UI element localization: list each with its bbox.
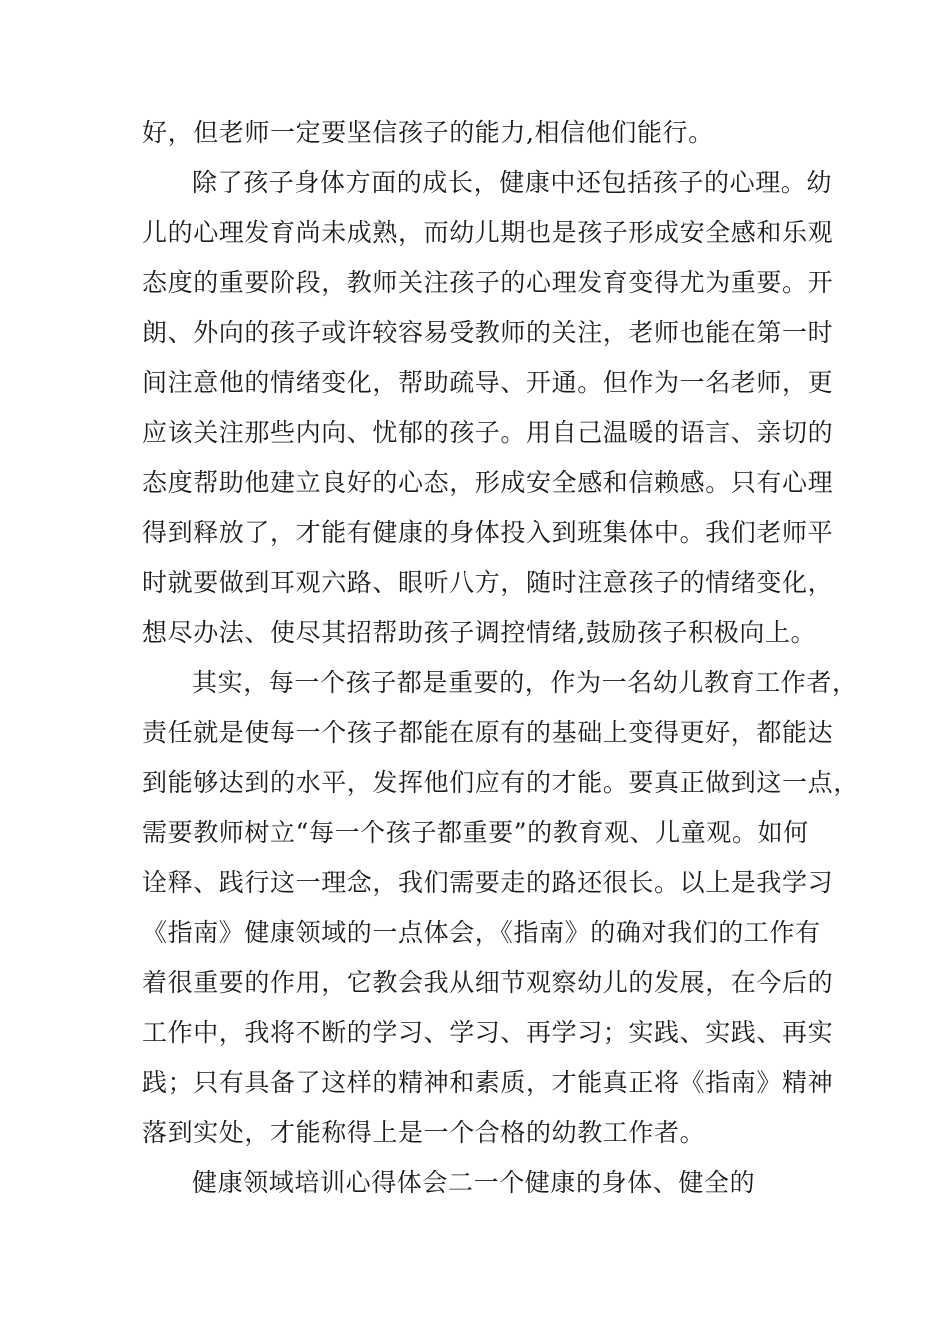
body-text bbox=[142, 108, 859, 1208]
text-line: 诠释、践行这一理念，我们需要走的路还很长。以上是我学习 bbox=[142, 868, 834, 897]
text-line: 应该关注那些内向、忧郁的孩子。用自己温暖的语言、亲切的 bbox=[142, 418, 834, 447]
text-line: 健康领域培训心得体会二一个健康的身体、健全的 bbox=[192, 1168, 756, 1197]
text-line: 需要教师树立“每一个孩子都重要”的教育观、儿童观。如何 bbox=[142, 818, 809, 847]
text-line: 儿的心理发育尚未成熟，而幼儿期也是孩子形成安全感和乐观 bbox=[142, 218, 834, 247]
text-line: 着很重要的作用，它教会我从细节观察幼儿的发展，在今后的 bbox=[142, 968, 834, 997]
text-line: 落到实处，才能称得上是一个合格的幼教工作者。 bbox=[142, 1118, 706, 1147]
text-line: 好，但老师一定要坚信孩子的能力,相信他们能行。 bbox=[142, 118, 714, 147]
text-line: 其实，每一个孩子都是重要的，作为一名幼儿教育工作者， bbox=[192, 668, 858, 697]
text-line: 践；只有具备了这样的精神和素质，才能真正将《指南》精神 bbox=[142, 1068, 834, 1097]
text-line: 态度帮助他建立良好的心态，形成安全感和信赖感。只有心理 bbox=[142, 468, 834, 497]
text-line: 间注意他的情绪变化，帮助疏导、开通。但作为一名老师，更 bbox=[142, 368, 834, 397]
text-line: 《指南》健康领域的一点体会，《指南》的确对我们的工作有 bbox=[142, 918, 821, 947]
text-line: 想尽办法、使尽其招帮助孩子调控情绪,鼓励孩子积极向上。 bbox=[142, 618, 817, 647]
text-line: 到能够达到的水平，发挥他们应有的才能。要真正做到这一点， bbox=[142, 768, 859, 797]
text-line: 工作中，我将不断的学习、学习、再学习；实践、实践、再实 bbox=[142, 1018, 834, 1047]
text-line: 责任就是使每一个孩子都能在原有的基础上变得更好，都能达 bbox=[142, 718, 834, 747]
text-line: 除了孩子身体方面的成长，健康中还包括孩子的心理。幼 bbox=[192, 168, 833, 197]
text-line: 态度的重要阶段，教师关注孩子的心理发育变得尤为重要。开 bbox=[142, 268, 834, 297]
text-line: 朗、外向的孩子或许较容易受教师的关注，老师也能在第一时 bbox=[142, 318, 834, 347]
text-line: 得到释放了，才能有健康的身体投入到班集体中。我们老师平 bbox=[142, 518, 834, 547]
text-line: 时就要做到耳观六路、眼听八方，随时注意孩子的情绪变化， bbox=[142, 568, 834, 597]
